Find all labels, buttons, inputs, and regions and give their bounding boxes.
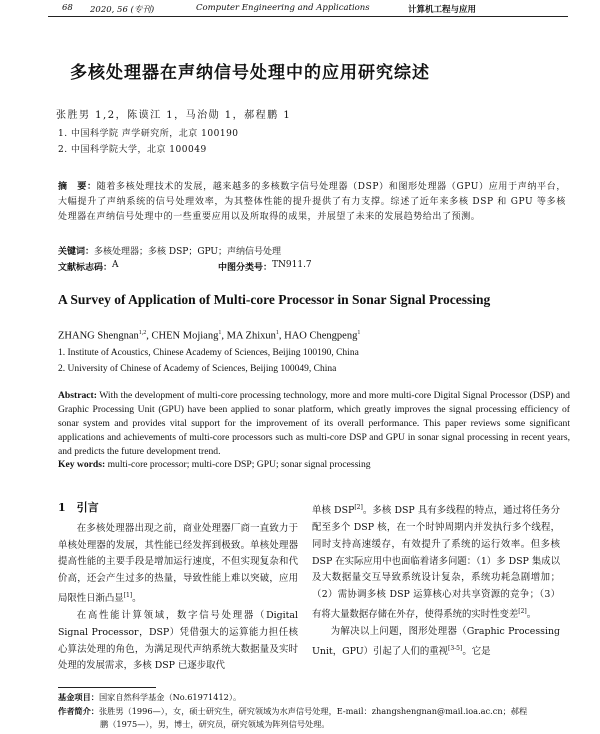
abstract-cn [58, 180, 566, 225]
footnote-rule [58, 687, 156, 688]
abstract-en-text: With the development of multi-core processing technology, more and more multi-core Digital Signal Processor (DSP) and Graphic Processing Unit (GPU) have been applied to sonar platform, which greatly improves the signal processing efficiency of sonar system and provides vital support for the improvement of its overall performance. This paper reviews some significant applications and achievements of multi-core processors such as multi-core DSP and GPU in sonar signal processing in recent years, and predicts the future development trend. [58, 390, 570, 457]
clc-label: 中图分类号： [218, 263, 273, 273]
author-en: ZHANG Shengnan [58, 330, 139, 342]
footnote-author-cont: 鹏（1975—），男，博士，研究员，研究领域为阵列信号处理。 [100, 719, 330, 729]
abstract-cn-text: 随着多核处理技术的发展，越来越多的多核数字信号处理器（DSP）和图形处理器（GPU）应用于声纳平台，大幅提升了声纳系统的信号处理效率，为其整体性能的提升提供了有力支撑。综述了近年来多核 DSP 和 GPU 等多核处理器在声纳信号处理中的一些重要应用以及所取得的成果，并展望了未来的发展趋势给出了预测。 [58, 182, 566, 222]
keywords-cn [58, 244, 566, 257]
affiliation-en-2: 2. University of Chinese of Academy of Sciences, Beijing 100049, China [58, 364, 337, 374]
body-paragraph: 单核 DSP[2]。多核 DSP 具有多线程的特点，通过将任务分配至多个 DSP 核，在一个时钟周期内并发执行多个线程，同时支持高速缓存，有效提升了系统的运行效率。但多核 DSP 在实际应用中也面临着诸多问题：（1）多 DSP 集成以及大数据量交互导致系统设计复杂，系统功耗急剧增加；（2）需协调多核 DSP 运算核心对共享资源的竞争；（3）有将大量数据存储在外存，使得系统的实时性变差[2]。 [312, 504, 560, 621]
keywords-en [58, 459, 570, 470]
author-en: HAO Chengpeng [284, 330, 358, 342]
author-en: MA Zhixun [226, 330, 276, 342]
doc-code: A [112, 260, 119, 270]
doc-code-label: 文献标志码： [58, 263, 113, 273]
issue-info: 2020, 56 (专刊) [90, 5, 155, 15]
citation: [1] [123, 591, 133, 599]
body-column-right [312, 500, 560, 661]
citation: [2] [518, 607, 527, 615]
keywords-en-text: multi-core processor; multi-core DSP; GPU; sonar signal processing [107, 459, 371, 470]
abstract-cn-label: 摘 要： [58, 182, 97, 192]
body-column-left [58, 500, 298, 675]
body-paragraph: 在高性能计算领域，数字信号处理器（Digital Signal Processor，DSP）凭借强大的运算能力担任核心算法处理的角色，为满足现代声纳系统大数据量及实时处理的发展需求，多核 DSP 已逐步取代 [58, 609, 298, 672]
body-paragraph: 在多核处理器出现之前，商业处理器厂商一直致力于单核处理器的发展，其性能已经发挥到极致。单核处理器提高性能的主要手段是增加运行速度，不但实现复杂和代价高，还会产生过多的热量，导致性能上难以突破，应用局限性日渐凸显[1]。 [58, 522, 298, 605]
keywords-cn-text: 多核处理器；多核 DSP；GPU；声纳信号处理 [94, 247, 281, 257]
citation: [2] [354, 504, 363, 511]
journal-name-cn: 计算机工程与应用 [408, 5, 477, 15]
keywords-en-label: Key words: [58, 459, 106, 470]
affiliation-en-1: 1. Institute of Acoustics, Chinese Academy of Sciences, Beijing 100190, China [58, 348, 359, 358]
clc-code: TN911.7 [272, 260, 312, 270]
page-number: 68 [62, 3, 73, 13]
authors-en: ZHANG Shengnan$^{1,2}$, CHEN Mojiang$^1$, MA Zhixun$^1$, HAO Chengpeng$^1$ [58, 330, 361, 342]
section-heading: 1 引言 [58, 501, 99, 514]
authors-cn: 张胜男 1,2，陈谟江 1，马治勋 1，郝程鹏 1 [56, 110, 292, 121]
title-en: A Survey of Application of Multi-core Processor in Sonar Signal Processing [58, 292, 491, 307]
abstract-en [58, 389, 570, 459]
journal-name-en: Computer Engineering and Applications [196, 3, 370, 13]
author-en: CHEN Mojiang [151, 330, 219, 342]
title-cn: 多核处理器在声纳信号处理中的应用研究综述 [70, 63, 430, 83]
header-rule [48, 16, 568, 17]
body-paragraph: 为解决以上问题，图形处理器（Graphic Processing Unit，GPU）引起了人们的重视[3-5]。它是 [312, 625, 560, 657]
footnote-author: 作者简介：张胜男（1996—），女，硕士研究生，研究领域为水声信号处理，E-mail：zhangshengnan@mail.ioa.ac.cn；郝程 [58, 706, 528, 716]
abstract-en-label: Abstract: [58, 390, 97, 401]
keywords-cn-label: 关键词： [58, 247, 95, 257]
affiliation-cn-1: 1. 中国科学院 声学研究所，北京 100190 [58, 129, 239, 139]
citation: [3-5] [448, 644, 463, 652]
affiliation-cn-2: 2. 中国科学院大学，北京 100049 [58, 145, 207, 155]
footnote-fund: 基金项目：国家自然科学基金（No.61971412）。 [58, 692, 242, 702]
